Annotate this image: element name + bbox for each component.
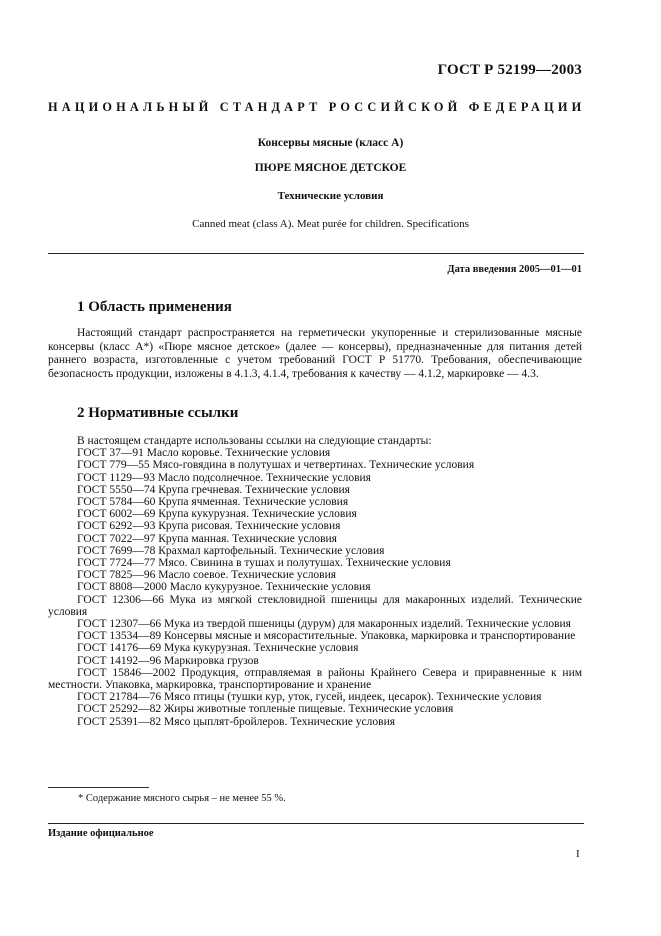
reference-item: ГОСТ 6002—69 Крупа кукурузная. Технические условия [77, 508, 357, 521]
page-number: I [576, 848, 580, 860]
reference-item: ГОСТ 7825—96 Масло соевое. Технические условия [77, 569, 337, 582]
reference-item: ГОСТ 5784—60 Крупа ячменная. Технические условия [77, 496, 349, 509]
reference-item: ГОСТ 25292—82 Жиры животные топленые пищевые. Технические условия [77, 703, 454, 716]
reference-item: ГОСТ 779—55 Мясо-говядина в полутушах и четвертинах. Технические условия [77, 459, 475, 472]
reference-item: ГОСТ 25391—82 Мясо цыплят-бройлеров. Технические условия [77, 715, 396, 728]
reference-item: ГОСТ 14192—96 Маркировка грузов [77, 654, 259, 667]
reference-item: ГОСТ 8808—2000 Масло кукурузное. Технические условия [77, 581, 371, 594]
footnote-divider [48, 787, 149, 788]
reference-item: ГОСТ 12306—66 Мука из мягкой стекловидной пшеницы для макаронных изделий. Технические условия [48, 593, 582, 618]
reference-item: ГОСТ 1129—93 Масло подсолнечное. Технические условия [77, 471, 371, 484]
english-title: Canned meat (class A). Meat purée for children. Specifications [192, 218, 469, 230]
standard-subtitle: Консервы мясные (класс А) [257, 137, 404, 149]
reference-item: ГОСТ 7022—97 Крупа манная. Технические условия [77, 532, 337, 545]
reference-item: ГОСТ 21784—76 Мясо птицы (тушки кур, уток, гусей, индеек, цесарок). Технические условия [77, 691, 542, 704]
official-edition-label: Издание официальное [48, 828, 154, 839]
national-standard-banner: НАЦИОНАЛЬНЫЙ СТАНДАРТ РОССИЙСКОЙ ФЕДЕРАЦИИ [48, 100, 586, 114]
references-intro: В настоящем стандарте использованы ссылки на следующие стандарты: [77, 435, 432, 447]
reference-item: ГОСТ 6292—93 Крупа рисовая. Технические условия [77, 520, 341, 533]
reference-item: ГОСТ 37—91 Масло коровье. Технические условия [77, 447, 331, 460]
reference-item: ГОСТ 12307—66 Мука из твердой пшеницы (дурум) для макаронных изделий. Технические условия [77, 618, 571, 631]
scope-text: Настоящий стандарт распространяется на герметически укупоренные и стерилизованные мясные консервы (класс А*) «Пюре мясное детское» (далее — консервы), предназначенные для питания детей раннего возраста, изготовленные с учетом требований ГОСТ Р 51770. Требования, обеспечивающие безопасность продукции, изложены в 4.1.3, 4.1.4, требования к качеству — 4.1.2, маркировке — 4.3. [48, 327, 582, 380]
reference-item: ГОСТ 13534—89 Консервы мясные и мясорастительные. Упаковка, маркировка и транспортирование [77, 630, 576, 643]
reference-item: ГОСТ 15846—2002 Продукция, отправляемая в районы Крайнего Севера и приравненные к ним местности. Упаковка, маркировка, транспортирование и хранение [48, 666, 582, 692]
standard-title: ПЮРЕ МЯСНОЕ ДЕТСКОЕ [254, 162, 407, 174]
reference-item: ГОСТ 7699—78 Крахмал картофельный. Технические условия [77, 544, 385, 557]
header-divider [48, 253, 584, 254]
section-heading-scope: 1 Область применения [77, 299, 232, 315]
reference-item: ГОСТ 7724—77 Мясо. Свинина в тушах и полутушах. Технические условия [77, 557, 451, 570]
standard-type: Технические условия [277, 190, 384, 202]
footer-divider [48, 823, 584, 824]
reference-item: ГОСТ 14176—69 Мука кукурузная. Технические условия [77, 642, 359, 655]
document-number: ГОСТ Р 52199—2003 [437, 62, 582, 78]
introduction-date: Дата введения 2005—01—01 [447, 264, 582, 275]
footnote: * Содержание мясного сырья – не менее 55 %. [78, 793, 286, 804]
references-list [48, 435, 582, 728]
section-heading-references: 2 Нормативные ссылки [77, 405, 239, 421]
scope-paragraph [48, 327, 582, 381]
reference-item: ГОСТ 5550—74 Крупа гречневая. Технические условия [77, 483, 350, 496]
